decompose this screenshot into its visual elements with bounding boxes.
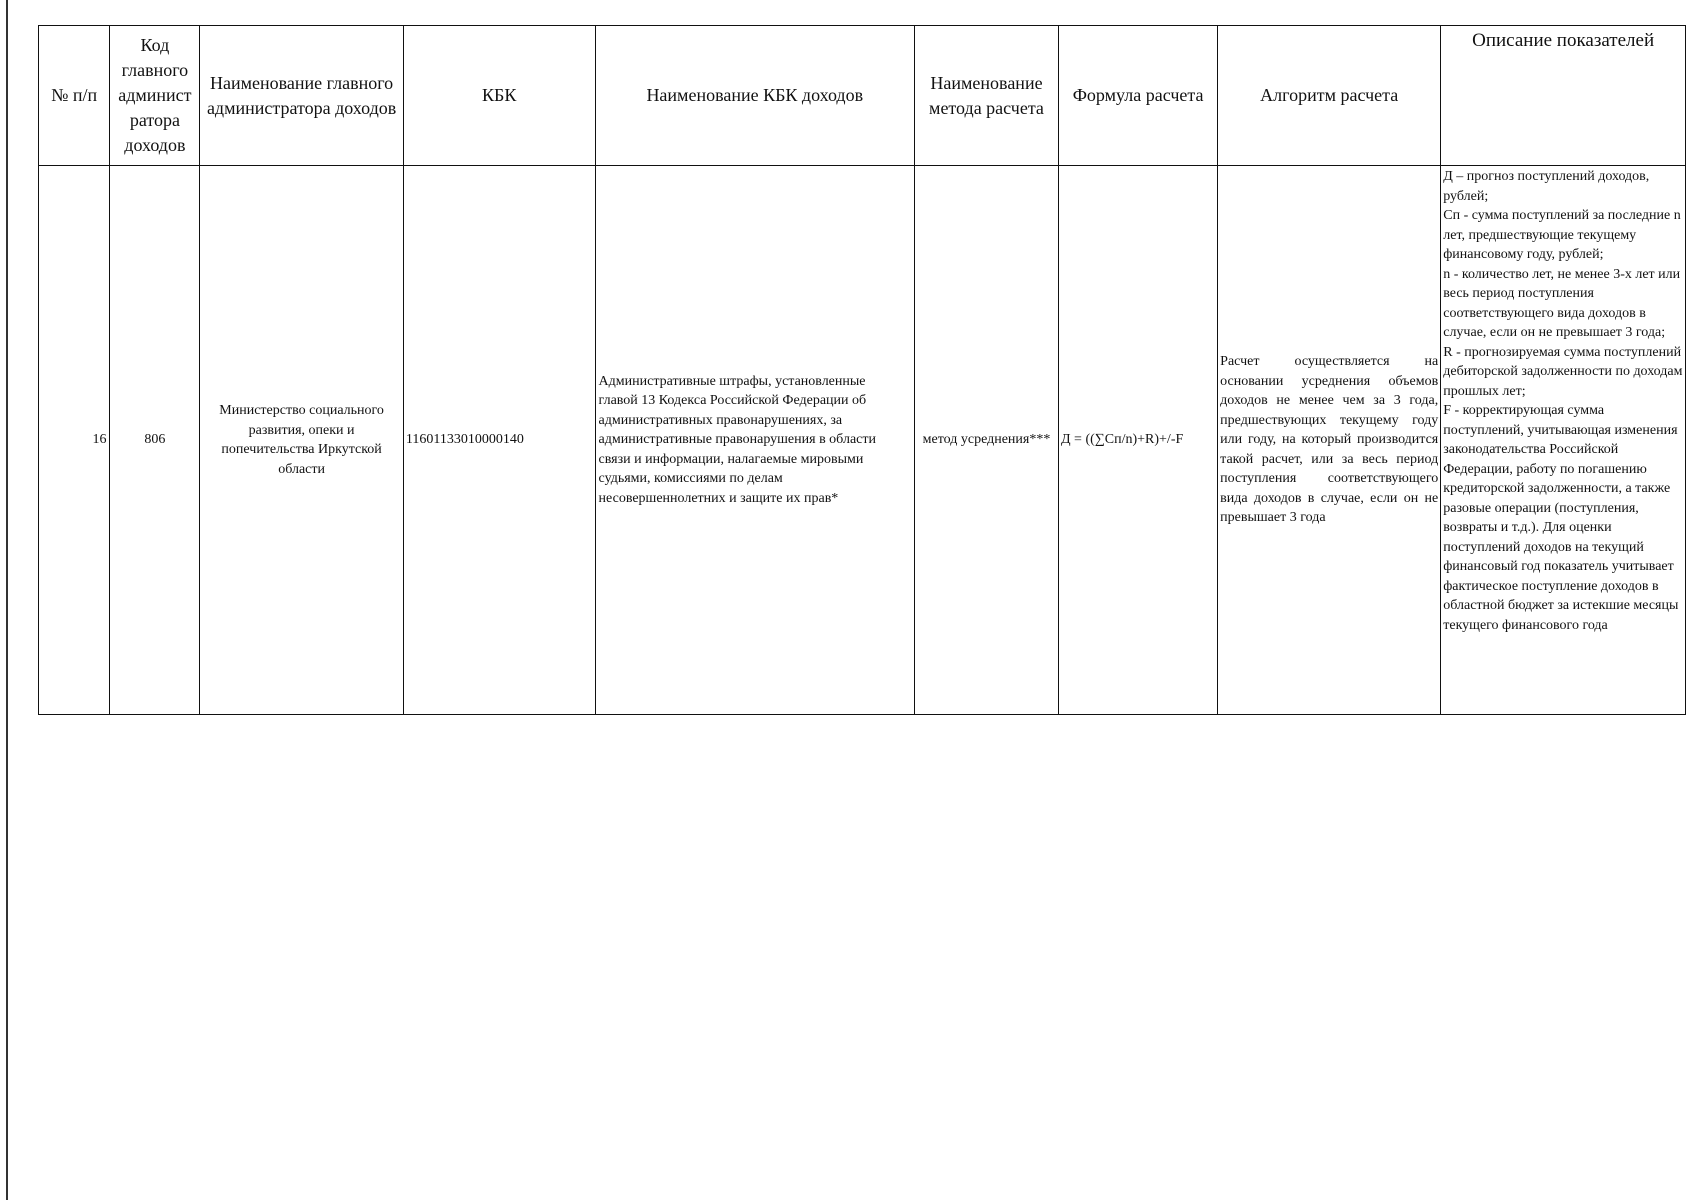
header-description: Описание показателей — [1441, 26, 1686, 166]
description-line-r: R - прогнозируемая сумма поступлений дебиторской задолженности по доходам прошлых лет; — [1443, 344, 1683, 399]
header-formula: Формула расчета — [1059, 26, 1218, 166]
header-kbk-name: Наименование КБК доходов — [595, 26, 914, 166]
cell-kbk-name: Административные штрафы, установленные главой 13 Кодекса Российской Федерации об административных правонарушениях, за административные правонарушения в области связи и информации, налагаемые мировыми судьями, комиссиями по делам несовершеннолетних и защите их прав* — [595, 166, 914, 715]
description-line-f: F - корректирующая сумма поступлений, учитывающая изменения законодательства Российской Федерации, работу по погашению кредиторской задолженности, а также разовые операции (поступления, возвраты и т.д.). Для оценки поступлений доходов на текущий финансовый год показатель учитывает фактическое поступление доходов в областной бюджет за истекшие месяцы текущего финансового года — [1443, 403, 1679, 633]
cell-num: 16 — [39, 166, 110, 715]
header-admin-name: Наименование главного администратора доходов — [200, 26, 404, 166]
description-line-sp: Сп - сумма поступлений за последние n лет, предшествующие текущему финансовому году, рублей; — [1443, 208, 1681, 262]
cell-code: 806 — [110, 166, 200, 715]
cell-algorithm: Расчет осуществляется на основании усреднения объемов доходов не менее чем за 3 года, предшествующих текущему году или году, на который производится такой расчет, или за весь период поступления соответствующего вида доходов в случае, если он не превышает 3 года — [1218, 166, 1441, 715]
cell-formula: Д = ((∑Сп/n)+R)+/-F — [1059, 166, 1218, 715]
page-edge-line — [6, 0, 8, 1200]
cell-kbk: 11601133010000140 — [403, 166, 595, 715]
table-header-row — [39, 26, 1686, 166]
description-line-d: Д – прогноз поступлений доходов, рублей; — [1443, 169, 1650, 204]
header-code: Код главного админист ратора доходов — [110, 26, 200, 166]
header-kbk: КБК — [403, 26, 595, 166]
header-num: № п/п — [39, 26, 110, 166]
cell-admin-name: Министерство социального развития, опеки и попечительства Иркутской области — [200, 166, 404, 715]
table-row — [39, 166, 1686, 715]
description-line-n: n - количество лет, не менее 3-х лет или весь период поступления соответствующего вида доходов в случае, если он не превышает 3 года; — [1443, 266, 1681, 340]
revenue-methodology-table — [38, 25, 1686, 715]
header-algorithm: Алгоритм расчета — [1218, 26, 1441, 166]
header-method: Наименование метода расчета — [914, 26, 1058, 166]
cell-method: метод усреднения*** — [914, 166, 1058, 715]
cell-description — [1441, 166, 1686, 715]
